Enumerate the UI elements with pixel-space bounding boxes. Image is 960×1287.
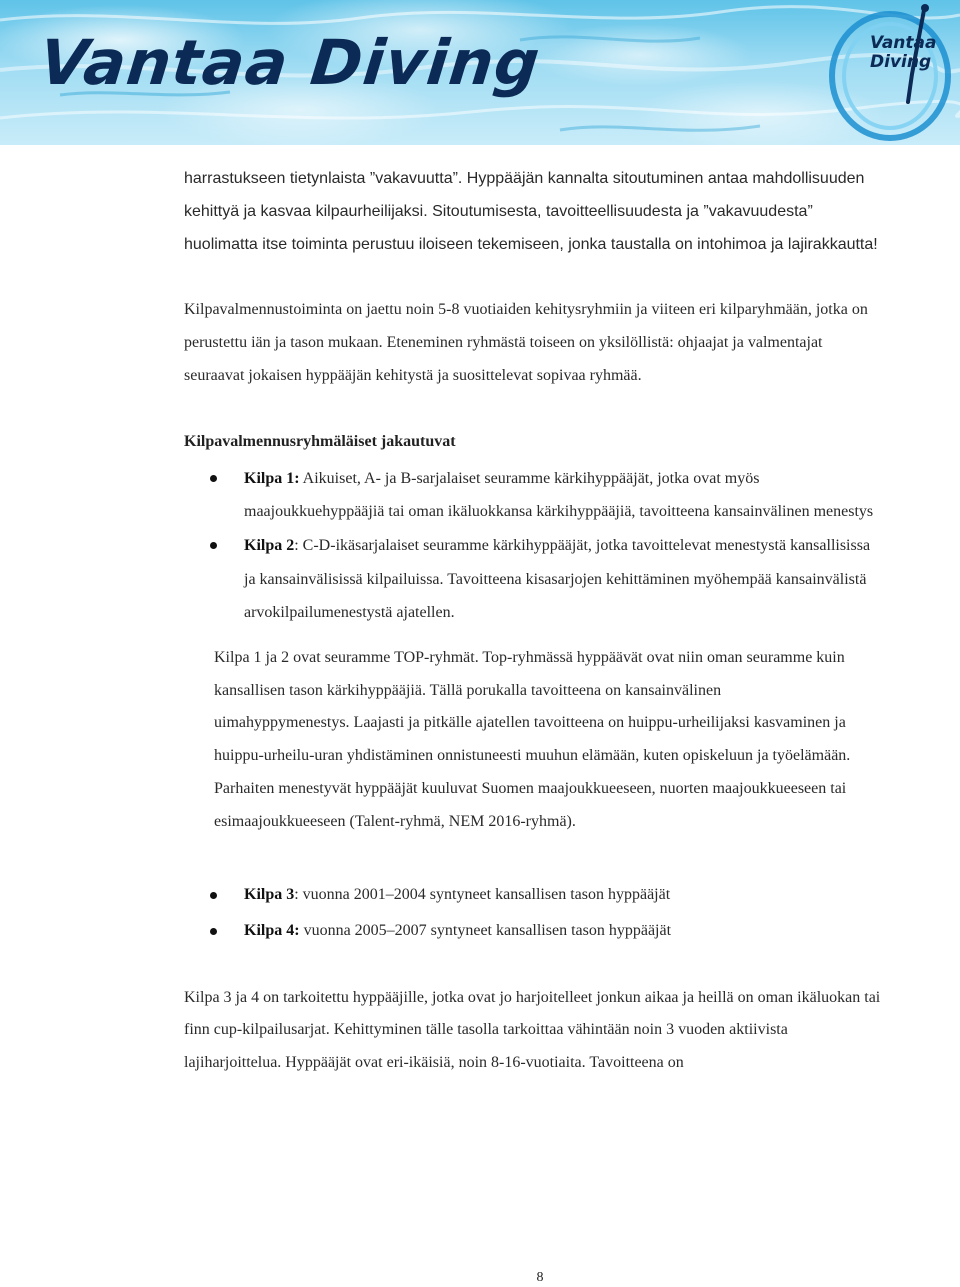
bullet-list-top-groups (184, 462, 884, 630)
list-item-text: : C-D-ikäsarjalaiset seuramme kärkihyppääjät, jotka tavoittelevat menestystä kansallisissa ja kansainvälisissä kilpailuissa. Tavoitteena kisasarjojen kehittäminen myöhempää kansainvälistä arvokilpailumenestystä ajatellen. (244, 536, 871, 622)
list-item-text: vuonna 2005–2007 syntyneet kansallisen tason hyppääjät (299, 921, 672, 939)
emblem-line-1: Vantaa (870, 33, 937, 53)
list-item-kilpa-4 (184, 913, 884, 949)
paragraph-top-groups: Kilpa 1 ja 2 ovat seuramme TOP-ryhmät. Top-ryhmässä hyppäävät ovat niin oman seuramme kuin kansallisen tason kärkihyppääjiä. Tällä porukalla tavoitteena on kansainvälinen uimahyppymenestys. Laajasti ja pitkälle ajatellen tavoitteena on huippu-urheilijaksi kasvaminen ja huippu-urheilu-uran yhdistäminen onnistuneesti muuhun elämään, kuten opiskeluun ja työelämään. Parhaiten menestyvät hyppääjät kuuluvat Suomen maajoukkueeseen, nuorten maajoukkueeseen tai esimaajoukkueeseen (Talent-ryhmä, NEM 2016-ryhmä). (214, 648, 851, 830)
section-heading: Kilpavalmennusryhmäläiset jakautuvat (184, 432, 456, 450)
list-item-kilpa-1 (184, 462, 884, 529)
vantaa-diving-wordmark: Vantaa Diving (36, 26, 544, 99)
bullet-list-national-groups (184, 877, 884, 949)
bullet-icon (210, 928, 217, 935)
page-header-banner (0, 0, 960, 145)
paragraph-intro: harrastukseen tietynlaista ”vakavuutta”. Hyppääjän kannalta sitoutuminen antaa mahdollisuuden kehittyä ja kasvaa kilpaurheilijaksi. Sitoutumisesta, tavoitteellisuudesta ja ”vakavuudesta” huolimatta itse toiminta perustuu iloiseen tekemiseen, jonka taustalla on intohimoa ja lajirakkautta! (184, 170, 878, 253)
list-item-label: Kilpa 1: (244, 469, 300, 487)
vantaa-diving-emblem-icon (828, 2, 956, 142)
paragraph-groups: Kilpavalmennustoiminta on jaettu noin 5-8 vuotiaiden kehitysryhmiin ja viiteen eri kilparyhmään, jotka on perustettu iän ja tason mukaan. Eteneminen ryhmästä toiseen on yksilöllistä: ohjaajat ja valmentajat seuraavat jokaisen hyppääjän kehitystä ja suosittelevat sopivaa ryhmää. (184, 301, 868, 384)
list-item-text: Aikuiset, A- ja B-sarjalaiset seuramme kärkihyppääjät, jotka ovat myös maajoukkuehyppääjiä tai oman ikäluokkansa kärkihyppääjiä, tavoitteena kansainvälinen menestys (244, 469, 874, 521)
bullet-icon (210, 542, 217, 549)
list-item-label: Kilpa 4: (244, 921, 300, 939)
emblem-line-2: Diving (870, 52, 932, 72)
list-item-label: Kilpa 3 (244, 885, 295, 903)
paragraph-national-groups: Kilpa 3 ja 4 on tarkoitettu hyppääjille, jotka ovat jo harjoitelleet jonkun aikaa ja heillä on oman ikäluokan tai finn cup-kilpailusarjat. Kehittyminen tälle tasolla tarkoittaa vähintään noin 3 vuoden aktiivista lajiharjoittelua. Hyppääjät ovat eri-ikäisiä, noin 8-16-vuotiaita. Tavoitteena on (184, 988, 881, 1072)
emblem-text (870, 34, 950, 72)
list-item-kilpa-3 (184, 877, 884, 913)
list-item-kilpa-2 (184, 529, 884, 630)
list-item-text: : vuonna 2001–2004 syntyneet kansallisen tason hyppääjät (294, 885, 671, 903)
document-body (184, 163, 884, 1080)
list-item-label: Kilpa 2 (244, 536, 295, 554)
page-number: 8 (536, 1270, 544, 1285)
bullet-icon (210, 475, 217, 482)
bullet-icon (210, 892, 217, 899)
